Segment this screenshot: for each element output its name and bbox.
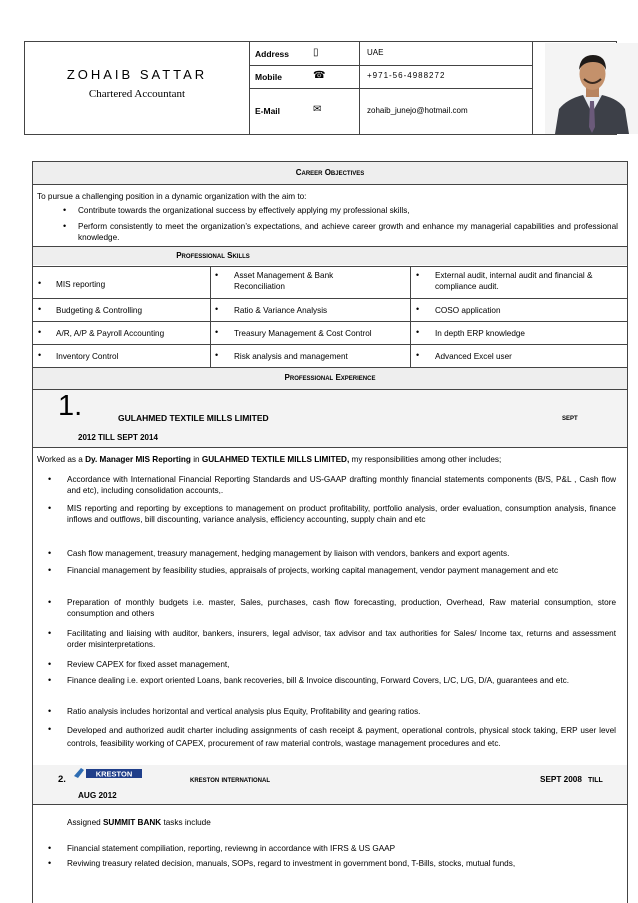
- contact-table: [249, 42, 533, 134]
- bullet: •: [38, 278, 42, 288]
- contact-row-mobile: [249, 65, 532, 89]
- skill-item: Ratio & Variance Analysis: [234, 306, 328, 315]
- job1-bullet: MIS reporting and reporting by exceptions to management on product profitability, portfolio analysis, order evaluation, consumption analysis, finance inflows and outflows, bill discounting, variance analysis, efficiency accounting, supply chain and etc: [67, 504, 616, 524]
- bullet: •: [63, 205, 67, 215]
- job1-bullet: Financial management by feasibility studies, appraisals of projects, working capital management, vendor payment management and etc: [67, 566, 559, 575]
- bullet: •: [416, 327, 420, 337]
- header: [24, 41, 617, 135]
- bullet: •: [38, 327, 42, 337]
- bullet: •: [416, 304, 420, 314]
- job2-number: 2.: [58, 774, 66, 785]
- job2-date-start: SEPT 2008: [540, 775, 582, 784]
- skill-item: In depth ERP knowledge: [435, 329, 525, 338]
- job1-intro: Worked as a Dy. Manager MIS Reporting in GULAHMED TEXTILE MILLS LIMITED, my responsibilities among other includes;: [37, 455, 502, 464]
- skill-item: Budgeting & Controlling: [56, 306, 143, 315]
- job2-date-rest: AUG 2012: [78, 791, 117, 800]
- professional-skills-heading: Professional Skills: [176, 251, 250, 260]
- job1-bullet: Developed and authorized audit charter including assignments of cash receipt & payment, operational controls, physical stock taking, ERP user level controls, feasibility working of CAPEX, procurement of raw material controls, wastage management procedures and etc.: [67, 726, 616, 748]
- job1-date-rest: 2012 TILL SEPT 2014: [78, 433, 158, 442]
- mobile-label: Mobile: [255, 72, 282, 82]
- candidate-title: Chartered Accountant: [88, 88, 186, 100]
- job1-bullet: Preparation of monthly budgets i.e. master, Sales, purchases, cash flow forecasting, production, Overhead, Raw material consumption, store consumption and others: [67, 598, 616, 618]
- candidate-name: ZOHAIB SATTAR: [66, 67, 208, 82]
- career-bullet: Contribute towards the organizational success by effectively applying my professional skills,: [78, 206, 410, 215]
- contact-row-address: [249, 42, 532, 66]
- job1-bullet: Finance dealing i.e. export oriented Loans, bank recoveries, bill & Invoice discounting, Forward Covers, L/C, L/G, D/A, guarantees and etc.: [67, 676, 569, 685]
- skill-item: MIS reporting: [56, 280, 106, 289]
- bullet: •: [38, 350, 42, 360]
- job1-bullet: Facilitating and liaising with auditor, bankers, insurers, legal advisor, tax advisor and tax authorities for Sales/ Income tax, returns and assessment order misinterpretations.: [67, 629, 616, 649]
- bullet: •: [416, 350, 420, 360]
- email-icon: ✉: [313, 104, 322, 115]
- professional-experience-heading: Professional Experience: [284, 373, 376, 382]
- skill-item: Asset Management & Bank Reconciliation: [234, 271, 334, 291]
- job1-bullet: Cash flow management, treasury management, hedging management by liaison with vendors, bankers and export agents.: [67, 549, 510, 558]
- svg-text:KRESTON: KRESTON: [95, 769, 133, 779]
- skill-item: A/R, A/P & Payroll Accounting: [56, 329, 165, 338]
- address-icon: ▯: [313, 47, 319, 58]
- address-value: UAE: [367, 48, 384, 57]
- skill-item: Risk analysis and management: [234, 352, 348, 361]
- job1-company: GULAHMED TEXTILE MILLS LIMITED: [118, 413, 269, 423]
- career-bullet: Perform consistently to meet the organization’s expectations, and achieve career growth and enhance my managerial capabilities and professional knowledge.: [78, 222, 618, 242]
- job1-date-start: sept: [562, 413, 578, 422]
- bullet: •: [38, 304, 42, 314]
- job2-bullet: Reviwing treasury related decision, manuals, SOPs, regard to investment in government bond, T-Bills, stocks, mutual funds,: [67, 859, 516, 868]
- email-value: zohaib_junejo@hotmail.com: [367, 106, 468, 115]
- kreston-logo: [72, 766, 144, 781]
- skill-item: COSO application: [435, 306, 501, 315]
- career-intro: To pursue a challenging position in a dynamic organization with the aim to:: [37, 192, 307, 201]
- bullet: •: [416, 270, 420, 280]
- skill-item: External audit, internal audit and financial & compliance audit.: [435, 271, 593, 291]
- job2-intro: Assigned SUMMIT BANK tasks include: [67, 818, 211, 827]
- career-objectives-heading: Career Objectives: [295, 168, 365, 177]
- bullet: •: [215, 304, 219, 314]
- bullet: •: [63, 221, 67, 231]
- contact-row-email: [249, 88, 532, 134]
- bullet: •: [215, 270, 219, 280]
- job1-bullet: Review CAPEX for fixed asset management,: [67, 660, 230, 669]
- job2-bullet: Financial statement compiliation, reporting, reviewng in accordance with IFRS & US GAAP: [67, 844, 396, 853]
- skill-item: Advanced Excel user: [435, 352, 512, 361]
- name-box: [25, 42, 250, 134]
- job1-bullet: Accordance with International Financial Reporting Standards and US-GAAP drafting monthly financial statements components (B/S, P&L , Cash flow and etc), including consolidation accounts,.: [67, 475, 616, 495]
- skill-item: Inventory Control: [56, 352, 119, 361]
- job1-bullet: Ratio analysis includes horizontal and vertical analysis plus Equity, Profitability and gearing ratios.: [67, 707, 421, 716]
- bullet: •: [215, 350, 219, 360]
- bullet: •: [215, 327, 219, 337]
- address-label: Address: [255, 49, 290, 59]
- skill-item: Treasury Management & Cost Control: [234, 329, 372, 338]
- phone-icon: ☎: [313, 70, 326, 81]
- job2-company: kreston international: [190, 775, 270, 784]
- job2-date-till: TILL: [588, 777, 603, 784]
- job1-number: 1.: [58, 390, 83, 422]
- profile-photo: [545, 43, 638, 134]
- mobile-value: +971-56-4988272: [367, 71, 446, 80]
- email-label: E-Mail: [255, 106, 281, 116]
